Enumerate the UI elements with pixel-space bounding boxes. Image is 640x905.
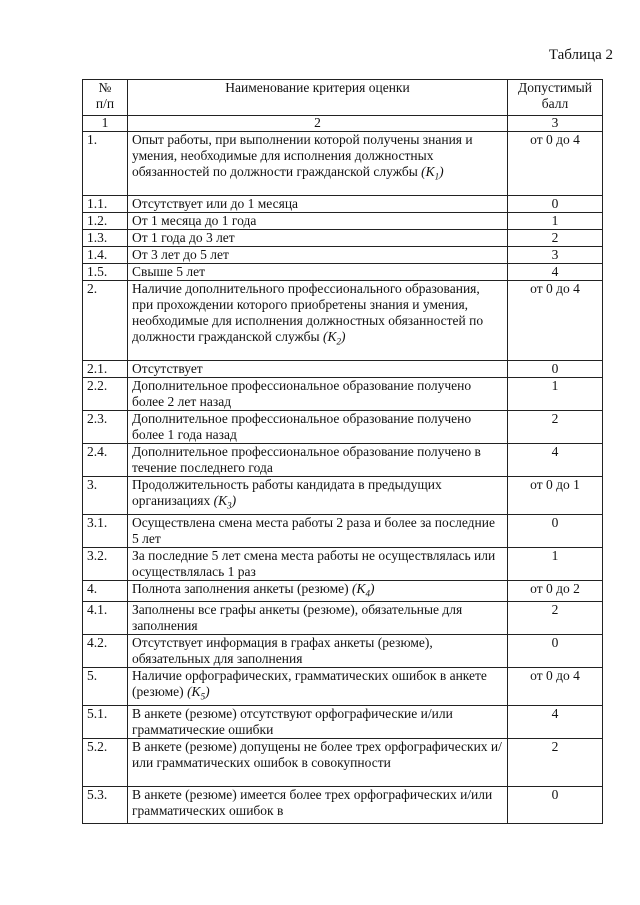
- row-criterion: [128, 477, 508, 515]
- row-criterion-text: В анкете (резюме) имеется более трех орфографических и/или грамматических ошибок в: [132, 787, 493, 819]
- header-score-line1: Допустимый: [518, 80, 592, 95]
- row-criterion: [128, 444, 508, 477]
- row-criterion-text: Полнота заполнения анкеты (резюме): [132, 580, 349, 596]
- table-row: [83, 706, 603, 739]
- row-number: 1.1.: [83, 196, 128, 213]
- row-criterion-text: Наличие орфографических, грамматических ошибок в анкете (резюме): [132, 668, 487, 700]
- table-row: [83, 247, 603, 264]
- row-number: 1.5.: [83, 264, 128, 281]
- row-number: 4.1.: [83, 602, 128, 635]
- row-criterion: [128, 247, 508, 264]
- table-row: [83, 213, 603, 230]
- row-score: 3: [508, 247, 603, 264]
- row-score: 0: [508, 635, 603, 668]
- row-criterion-text: Свыше 5 лет: [132, 264, 205, 279]
- row-criterion-text: Продолжительность работы кандидата в предыдущих организациях: [132, 477, 442, 508]
- row-number: 2.: [83, 281, 128, 361]
- row-score: 0: [508, 514, 603, 547]
- row-criterion: [128, 213, 508, 230]
- table-row: [83, 477, 603, 515]
- coefficient-index: 5: [200, 692, 206, 703]
- row-criterion-text: Отсутствует или до 1 месяца: [132, 196, 299, 211]
- row-criterion: [128, 787, 508, 824]
- row-criterion: [128, 668, 508, 706]
- row-criterion-text: В анкете (резюме) допущены не более трех орфографических и/или грамматических ошибок в совокупности: [132, 739, 502, 771]
- row-criterion: [128, 514, 508, 547]
- coefficient-label: $(K_4)$: [352, 580, 375, 599]
- table-row: [83, 281, 603, 361]
- coefficient-index: 2: [336, 336, 341, 347]
- table-row: [83, 547, 603, 580]
- row-number: 3.1.: [83, 514, 128, 547]
- table-row: [83, 230, 603, 247]
- row-criterion: [128, 264, 508, 281]
- table-row: [83, 361, 603, 378]
- row-score: от 0 до 4: [508, 132, 603, 196]
- table-header-row: [83, 80, 603, 116]
- row-criterion: [128, 411, 508, 444]
- coefficient-label: $(K_3)$: [213, 493, 237, 511]
- table-row: [83, 514, 603, 547]
- table-row: [83, 787, 603, 824]
- header-name: Наименование критерия оценки: [128, 80, 508, 116]
- row-criterion-text: От 1 месяца до 1 года: [132, 213, 257, 228]
- row-criterion: [128, 361, 508, 378]
- coefficient-label: $(K_5)$: [187, 684, 210, 703]
- header-num: [83, 80, 128, 116]
- header-num-line1: №: [98, 80, 112, 95]
- coefficient-index: 4: [365, 588, 371, 599]
- row-score: 0: [508, 361, 603, 378]
- row-number: 2.3.: [83, 411, 128, 444]
- row-number: 4.2.: [83, 635, 128, 668]
- table-row: [83, 196, 603, 213]
- row-criterion-text: Дополнительное профессиональное образование получено более 1 года назад: [132, 411, 472, 442]
- row-criterion-text: От 1 года до 3 лет: [132, 230, 235, 245]
- row-score: 4: [508, 444, 603, 477]
- column-index-1: 1: [83, 116, 128, 132]
- row-score: 0: [508, 787, 603, 824]
- row-score: 0: [508, 196, 603, 213]
- row-criterion: [128, 739, 508, 787]
- row-number: 1.2.: [83, 213, 128, 230]
- row-criterion: [128, 706, 508, 739]
- header-score-line2: балл: [541, 96, 569, 111]
- row-score: 1: [508, 213, 603, 230]
- row-score: от 0 до 2: [508, 580, 603, 602]
- row-criterion-text: Отсутствует: [132, 361, 203, 376]
- row-criterion: [128, 378, 508, 411]
- row-number: 3.2.: [83, 547, 128, 580]
- row-number: 5.2.: [83, 739, 128, 787]
- coefficient-label: $(K_1)$: [421, 164, 444, 182]
- table-row: [83, 132, 603, 196]
- row-score: 2: [508, 739, 603, 787]
- row-number: 2.4.: [83, 444, 128, 477]
- row-criterion: [128, 196, 508, 213]
- row-score: 2: [508, 411, 603, 444]
- row-number: 4.: [83, 580, 128, 602]
- table-row: [83, 602, 603, 635]
- row-number: 3.: [83, 477, 128, 515]
- row-criterion: [128, 281, 508, 361]
- row-score: от 0 до 4: [508, 668, 603, 706]
- table-row: [83, 444, 603, 477]
- column-index-row: [83, 116, 603, 132]
- row-number: 2.2.: [83, 378, 128, 411]
- row-criterion: [128, 132, 508, 196]
- row-criterion: [128, 580, 508, 602]
- coefficient-index: 3: [227, 500, 232, 511]
- row-criterion-text: Отсутствует информация в графах анкеты (резюме), обязательных для заполнения: [132, 635, 433, 667]
- row-score: 2: [508, 602, 603, 635]
- header-score: [508, 80, 603, 116]
- row-number: 1.: [83, 132, 128, 196]
- table-row: [83, 635, 603, 668]
- row-number: 2.1.: [83, 361, 128, 378]
- row-criterion-text: Осуществлена смена места работы 2 раза и более за последние 5 лет: [132, 514, 495, 546]
- coefficient-label: $(K_2)$: [322, 329, 346, 347]
- header-num-line2: п/п: [95, 96, 115, 111]
- row-score: 2: [508, 230, 603, 247]
- criteria-table: [82, 79, 603, 824]
- row-criterion-text: От 3 лет до 5 лет: [132, 247, 229, 262]
- table-row: [83, 378, 603, 411]
- table-row: [83, 264, 603, 281]
- row-criterion: [128, 635, 508, 668]
- table-caption: Таблица 2: [548, 47, 613, 63]
- table-row: [83, 580, 603, 602]
- row-number: 1.3.: [83, 230, 128, 247]
- column-index-2: 2: [128, 116, 508, 132]
- row-number: 5.1.: [83, 706, 128, 739]
- row-criterion-text: За последние 5 лет смена места работы не осуществлялась или осуществлялась 1 раз: [132, 547, 496, 579]
- row-criterion-text: Опыт работы, при выполнении которой получены знания и умения, необходимые для исполнения должностных обязанностей по должности гражданской службы: [132, 132, 473, 179]
- row-score: 4: [508, 264, 603, 281]
- table-row: [83, 739, 603, 787]
- row-number: 5.3.: [83, 787, 128, 824]
- row-criterion-text: Дополнительное профессиональное образование получено более 2 лет назад: [132, 378, 472, 409]
- row-number: 5.: [83, 668, 128, 706]
- row-criterion-text: Заполнены все графы анкеты (резюме), обязательные для заполнения: [132, 602, 463, 634]
- row-score: 1: [508, 547, 603, 580]
- coefficient-index: 1: [434, 171, 440, 182]
- row-criterion-text: Дополнительное профессиональное образование получено в течение последнего года: [132, 444, 481, 475]
- row-score: 4: [508, 706, 603, 739]
- row-criterion: [128, 547, 508, 580]
- row-score: 1: [508, 378, 603, 411]
- row-score: от 0 до 4: [508, 281, 603, 361]
- row-score: от 0 до 1: [508, 477, 603, 515]
- row-criterion-text: Наличие дополнительного профессионального образования, при прохождении которого приобретены знания и умения, необходимые для исполнения должностных обязанностей по должности гражданской службы: [132, 281, 484, 344]
- table-row: [83, 668, 603, 706]
- table-row: [83, 411, 603, 444]
- row-criterion-text: В анкете (резюме) отсутствуют орфографические и/или грамматические ошибки: [132, 706, 453, 738]
- row-criterion: [128, 602, 508, 635]
- row-criterion: [128, 230, 508, 247]
- row-number: 1.4.: [83, 247, 128, 264]
- column-index-3: 3: [508, 116, 603, 132]
